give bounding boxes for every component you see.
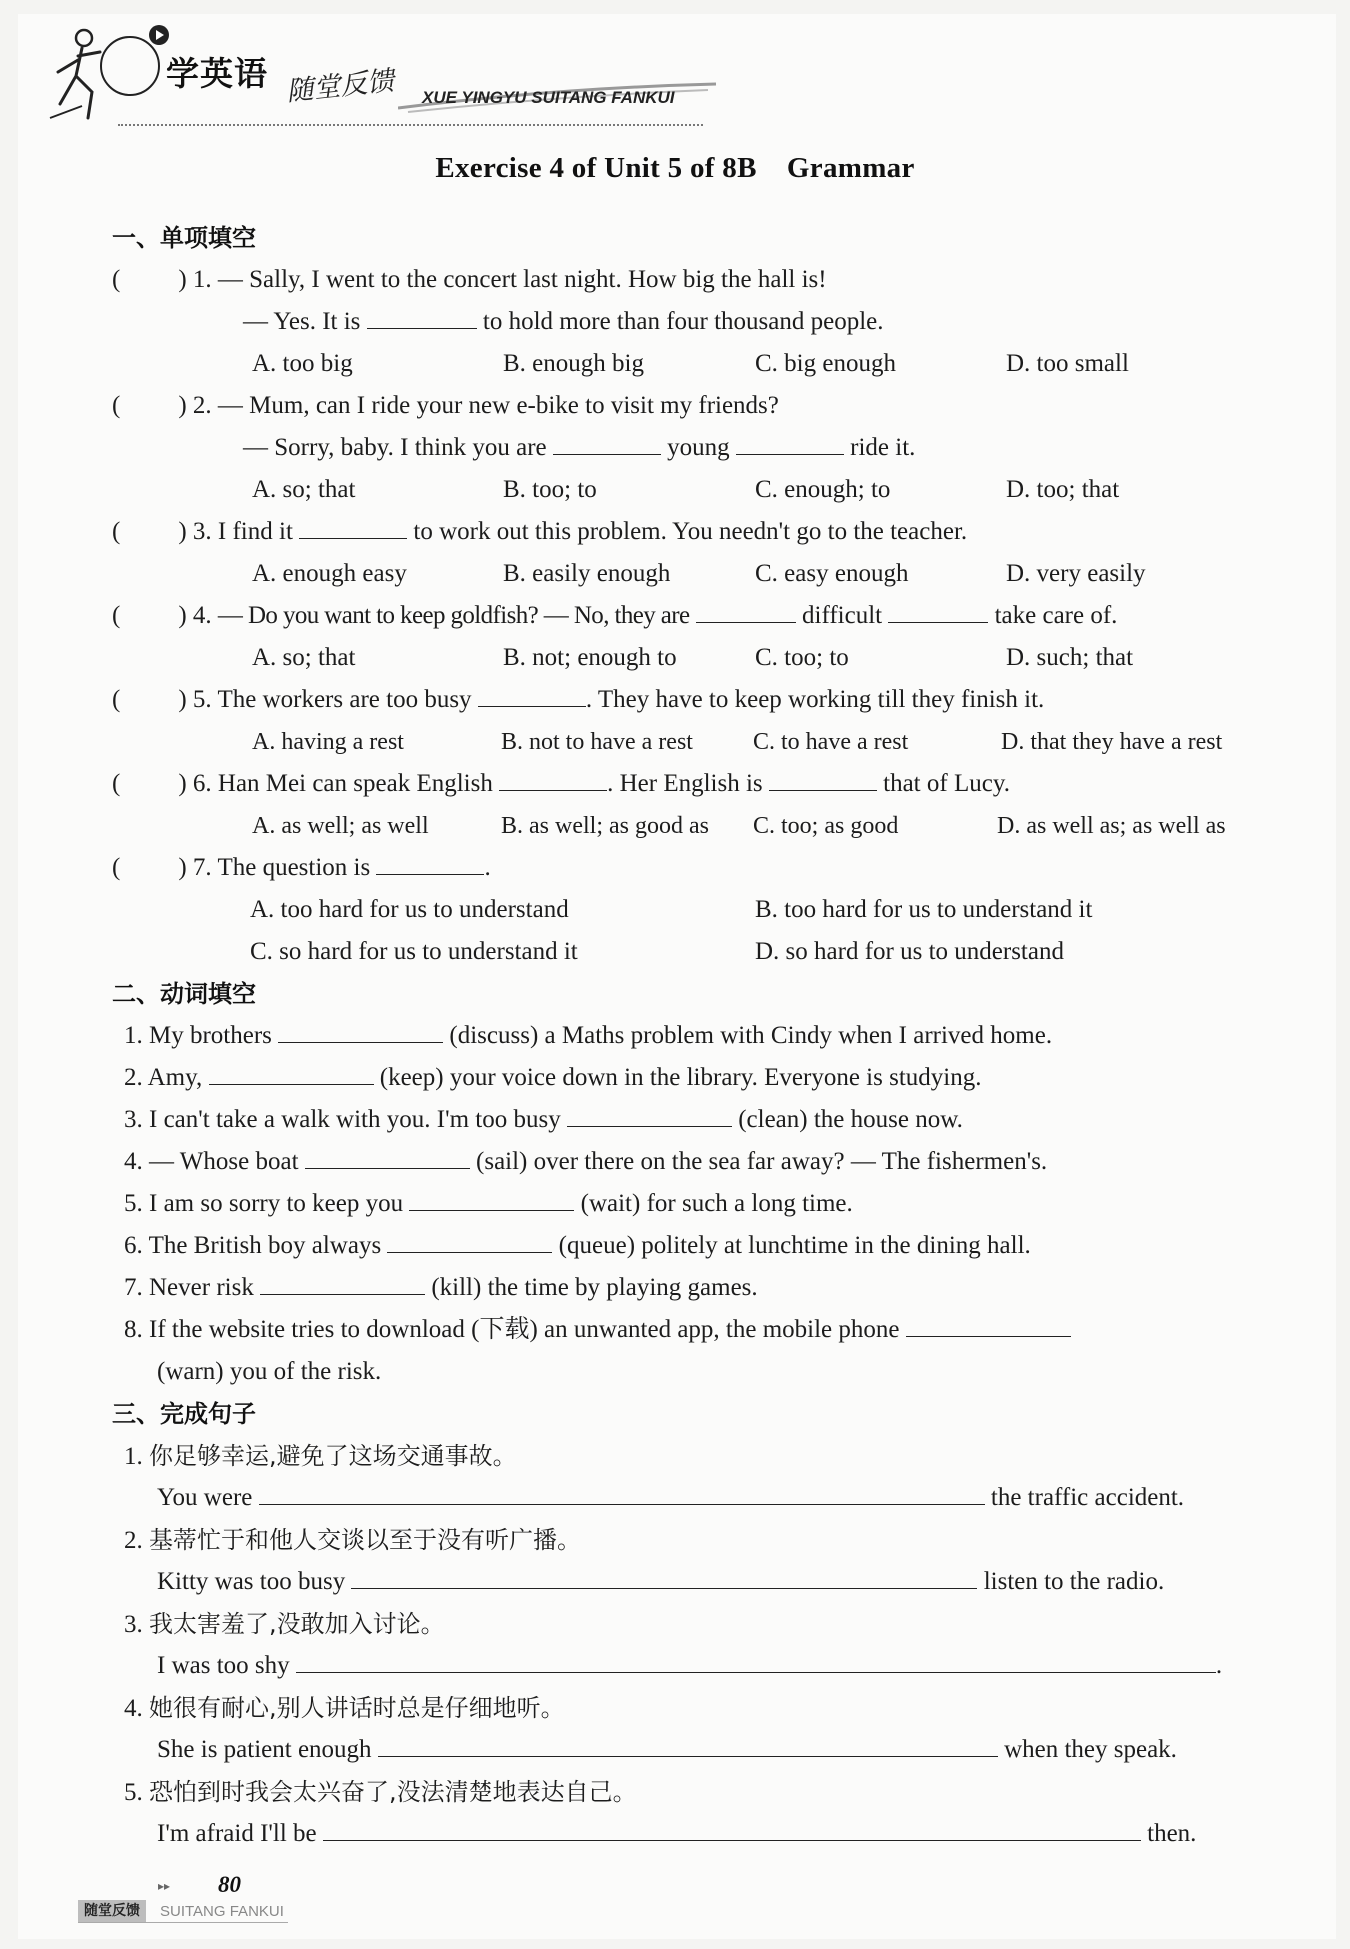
fill-blank[interactable]	[409, 1188, 574, 1211]
question-1	[112, 264, 827, 296]
fill-blank[interactable]	[299, 516, 407, 539]
verb-item-8-line2	[157, 1356, 381, 1388]
item-text: the traffic accident.	[990, 1484, 1185, 1511]
play-icon	[148, 24, 170, 46]
item-text: I can't take a walk with you. I'm too busy	[149, 1106, 561, 1133]
fill-blank[interactable]	[387, 1230, 552, 1253]
question-6	[112, 768, 1010, 800]
item-text: (keep) your voice down in the library. Everyone is studying.	[379, 1064, 982, 1091]
item-number: 3.	[124, 1106, 143, 1133]
sentence-item-1-zh	[124, 1440, 517, 1473]
chinese-prompt: 我太害羞了,没敢加入讨论。	[149, 1610, 445, 1638]
item-number: 2.	[124, 1527, 143, 1554]
answer-paren-open: (	[112, 854, 121, 881]
item-number: 6.	[124, 1232, 143, 1259]
item-text: Never risk	[149, 1274, 254, 1301]
item-text: You were	[157, 1484, 253, 1511]
option-d[interactable]: D. so hard for us to understand	[755, 938, 1064, 965]
option-b[interactable]: B. as well; as good as	[501, 813, 709, 839]
item-text: (clean) the house now.	[738, 1106, 963, 1133]
page-title: Exercise 4 of Unit 5 of 8B Grammar	[435, 152, 915, 184]
option-c[interactable]: C. to have a rest	[753, 729, 909, 755]
sentence-item-5-zh	[124, 1776, 637, 1809]
fill-blank[interactable]	[367, 306, 477, 329]
fill-blank[interactable]	[499, 768, 607, 791]
question-text: . They have to keep working till they finish it.	[585, 686, 1045, 713]
fill-blank[interactable]	[553, 432, 661, 455]
header-title-en: XUE YINGYU SUITANG FANKUI	[422, 88, 675, 107]
option-a[interactable]: A. having a rest	[252, 729, 404, 755]
fill-blank[interactable]	[260, 1272, 425, 1295]
question-text: The question is	[217, 854, 371, 881]
verb-item-1	[124, 1020, 1052, 1052]
fill-blank[interactable]	[567, 1104, 732, 1127]
header-dotted-line	[118, 124, 703, 126]
question-text: The workers are too busy	[217, 686, 472, 713]
item-text: (sail) over there on the sea far away? — The fishermen's.	[476, 1148, 1048, 1175]
section-heading-complete-sentences: 三、完成句子	[112, 1400, 256, 1428]
item-text: (wait) for such a long time.	[580, 1190, 853, 1217]
section-heading-verb-fill: 二、动词填空	[112, 980, 256, 1008]
item-number: 8.	[124, 1316, 143, 1343]
answer-paren-open: (	[112, 770, 121, 797]
item-text: Kitty was too busy	[157, 1568, 346, 1595]
fill-blank[interactable]	[769, 768, 877, 791]
question-text: — Sorry, baby. I think you are	[243, 434, 547, 461]
item-number: 4.	[124, 1148, 143, 1175]
chinese-prompt: 她很有耐心,别人讲话时总是仔细地听。	[149, 1694, 565, 1722]
sentence-item-3-zh	[124, 1608, 445, 1641]
option-d[interactable]: D. too; that	[1006, 476, 1120, 503]
sentence-item-2-en	[157, 1566, 1164, 1598]
option-d[interactable]: D. very easily	[1006, 560, 1146, 587]
answer-paren-close: )	[178, 686, 187, 713]
answer-paren-close: )	[178, 266, 187, 293]
item-number: 5.	[124, 1779, 143, 1806]
answer-paren-close: )	[178, 518, 187, 545]
fill-blank[interactable]	[696, 600, 796, 623]
question-text: Han Mei can speak English	[217, 770, 493, 797]
item-text: I'm afraid I'll be	[157, 1820, 317, 1847]
option-d[interactable]: D. as well as; as well as	[997, 813, 1226, 839]
question-text: ride it.	[850, 434, 916, 461]
question-text: — Yes. It is	[243, 308, 361, 335]
option-a[interactable]: A. as well; as well	[252, 813, 429, 839]
sentence-item-3-en	[157, 1650, 1222, 1682]
item-text: The British boy always	[148, 1232, 382, 1259]
item-number: 5.	[124, 1190, 143, 1217]
option-c[interactable]: C. big enough	[755, 350, 896, 377]
question-text: to work out this problem. You needn't go to the teacher.	[413, 518, 968, 545]
question-text: young	[667, 434, 730, 461]
fill-blank[interactable]	[209, 1062, 374, 1085]
option-b[interactable]: B. easily enough	[503, 560, 671, 587]
item-text: She is patient enough	[157, 1736, 372, 1763]
question-text: that of Lucy.	[883, 770, 1010, 797]
fill-blank[interactable]	[378, 1734, 998, 1757]
option-d[interactable]: D. too small	[1006, 350, 1129, 377]
option-c[interactable]: C. so hard for us to understand it	[250, 938, 578, 965]
item-text: when they speak.	[1004, 1736, 1177, 1763]
question-number: 1.	[192, 266, 212, 293]
header-title-zh-script: 随堂反馈	[284, 65, 396, 108]
sentence-item-4-en	[157, 1734, 1177, 1766]
option-b[interactable]: B. enough big	[503, 350, 644, 377]
answer-paren-open: (	[112, 602, 121, 629]
question-number: 4.	[192, 602, 212, 629]
fill-blank[interactable]	[305, 1146, 470, 1169]
question-3	[112, 516, 967, 548]
option-a[interactable]: A. enough easy	[252, 560, 407, 587]
item-text: listen to the radio.	[983, 1568, 1165, 1595]
question-5	[112, 684, 1044, 716]
option-a[interactable]: A. so; that	[252, 476, 356, 503]
question-text: take care of.	[994, 602, 1118, 629]
question-text: — Mum, can I ride your new e-bike to visit my friends?	[217, 392, 779, 419]
fill-blank[interactable]	[351, 1566, 977, 1589]
question-text: — Do you want to keep goldfish? — No, they are	[217, 602, 690, 629]
sentence-item-4-zh	[124, 1692, 565, 1725]
option-d[interactable]: D. that they have a rest	[1001, 729, 1223, 755]
item-text: I am so sorry to keep you	[149, 1190, 404, 1217]
option-d[interactable]: D. such; that	[1006, 644, 1134, 671]
question-text: .	[484, 854, 491, 881]
question-2	[112, 390, 779, 422]
question-number: 6.	[192, 770, 212, 797]
answer-paren-close: )	[178, 602, 187, 629]
option-b[interactable]: B. too; to	[503, 476, 597, 503]
fill-blank[interactable]	[376, 852, 484, 875]
page-header	[48, 18, 688, 128]
header-title-zh: 学英语	[166, 54, 268, 93]
sentence-item-1-en	[157, 1482, 1184, 1514]
question-7	[112, 852, 491, 884]
option-b[interactable]: B. not to have a rest	[501, 729, 693, 755]
question-text: . Her English is	[607, 770, 763, 797]
item-text: My brothers	[149, 1022, 272, 1049]
fill-blank[interactable]	[323, 1818, 1141, 1841]
item-text: (warn) you of the risk.	[157, 1358, 382, 1385]
option-c[interactable]: C. too; to	[755, 644, 849, 671]
item-text: I was too shy	[157, 1652, 290, 1679]
answer-paren-open: (	[112, 266, 121, 293]
item-number: 2.	[124, 1064, 143, 1091]
item-text: (discuss) a Maths problem with Cindy when I arrived home.	[449, 1022, 1053, 1049]
option-a[interactable]: A. too hard for us to understand	[250, 896, 569, 923]
item-number: 1.	[124, 1443, 143, 1470]
question-4	[112, 600, 1117, 632]
item-text: then.	[1147, 1820, 1197, 1847]
question-number: 7.	[192, 854, 212, 881]
fill-blank[interactable]	[296, 1650, 1216, 1673]
fill-blank[interactable]	[736, 432, 844, 455]
section-heading-multiple-choice: 一、单项填空	[112, 224, 256, 252]
answer-paren-close: )	[178, 392, 187, 419]
item-text: .	[1215, 1652, 1223, 1679]
footer-divider	[78, 1922, 288, 1923]
verb-item-5	[124, 1188, 853, 1220]
option-b[interactable]: B. not; enough to	[503, 644, 677, 671]
fill-blank[interactable]	[278, 1020, 443, 1043]
chinese-prompt: 基蒂忙于和他人交谈以至于没有听广播。	[149, 1526, 581, 1554]
answer-paren-open: (	[112, 392, 121, 419]
item-text: (kill) the time by playing games.	[431, 1274, 758, 1301]
footer-tag: 随堂反馈	[78, 1900, 146, 1922]
verb-item-2	[124, 1062, 981, 1094]
question-number: 5.	[192, 686, 212, 713]
chinese-prompt: 恐怕到时我会太兴奋了,没法清楚地表达自己。	[149, 1778, 637, 1806]
question-text: I find it	[217, 518, 293, 545]
sentence-item-5-en	[157, 1818, 1196, 1850]
verb-item-7	[124, 1272, 758, 1304]
question-1-line2	[243, 306, 884, 338]
option-c[interactable]: C. easy enough	[755, 560, 909, 587]
fill-blank[interactable]	[906, 1314, 1071, 1337]
item-number: 4.	[124, 1695, 143, 1722]
verb-item-6	[124, 1230, 1031, 1262]
option-c[interactable]: C. too; as good	[753, 813, 899, 839]
option-a[interactable]: A. so; that	[252, 644, 356, 671]
item-number: 1.	[124, 1022, 143, 1049]
fill-blank[interactable]	[478, 684, 586, 707]
fill-blank[interactable]	[259, 1482, 985, 1505]
fill-blank[interactable]	[888, 600, 988, 623]
verb-item-3	[124, 1104, 963, 1136]
answer-paren-close: )	[178, 854, 187, 881]
question-text: — Sally, I went to the concert last night. How big the hall is!	[217, 266, 827, 293]
question-text: difficult	[802, 602, 883, 629]
answer-paren-open: (	[112, 686, 121, 713]
option-c[interactable]: C. enough; to	[755, 476, 891, 503]
verb-item-8	[124, 1314, 1071, 1346]
item-text: If the website tries to download (下载) an unwanted app, the mobile phone	[149, 1316, 900, 1343]
sentence-item-2-zh	[124, 1524, 581, 1557]
page-number: 80	[218, 1872, 241, 1897]
option-b[interactable]: B. too hard for us to understand it	[755, 896, 1093, 923]
chinese-prompt: 你足够幸运,避免了这场交通事故。	[149, 1442, 517, 1470]
question-number: 3.	[192, 518, 212, 545]
answer-paren-close: )	[178, 770, 187, 797]
item-text: Amy,	[147, 1064, 203, 1091]
option-a[interactable]: A. too big	[252, 350, 353, 377]
item-number: 7.	[124, 1274, 143, 1301]
footer-arrows-icon: ▸▸	[158, 1879, 171, 1893]
answer-paren-open: (	[112, 518, 121, 545]
question-2-line2	[243, 432, 915, 464]
item-text: (queue) politely at lunchtime in the dining hall.	[558, 1232, 1031, 1259]
verb-item-4	[124, 1146, 1047, 1178]
item-text: — Whose boat	[149, 1148, 299, 1175]
question-number: 2.	[192, 392, 212, 419]
question-text: to hold more than four thousand people.	[482, 308, 884, 335]
footer-tag-en: SUITANG FANKUI	[160, 1903, 284, 1920]
item-number: 3.	[124, 1611, 143, 1638]
